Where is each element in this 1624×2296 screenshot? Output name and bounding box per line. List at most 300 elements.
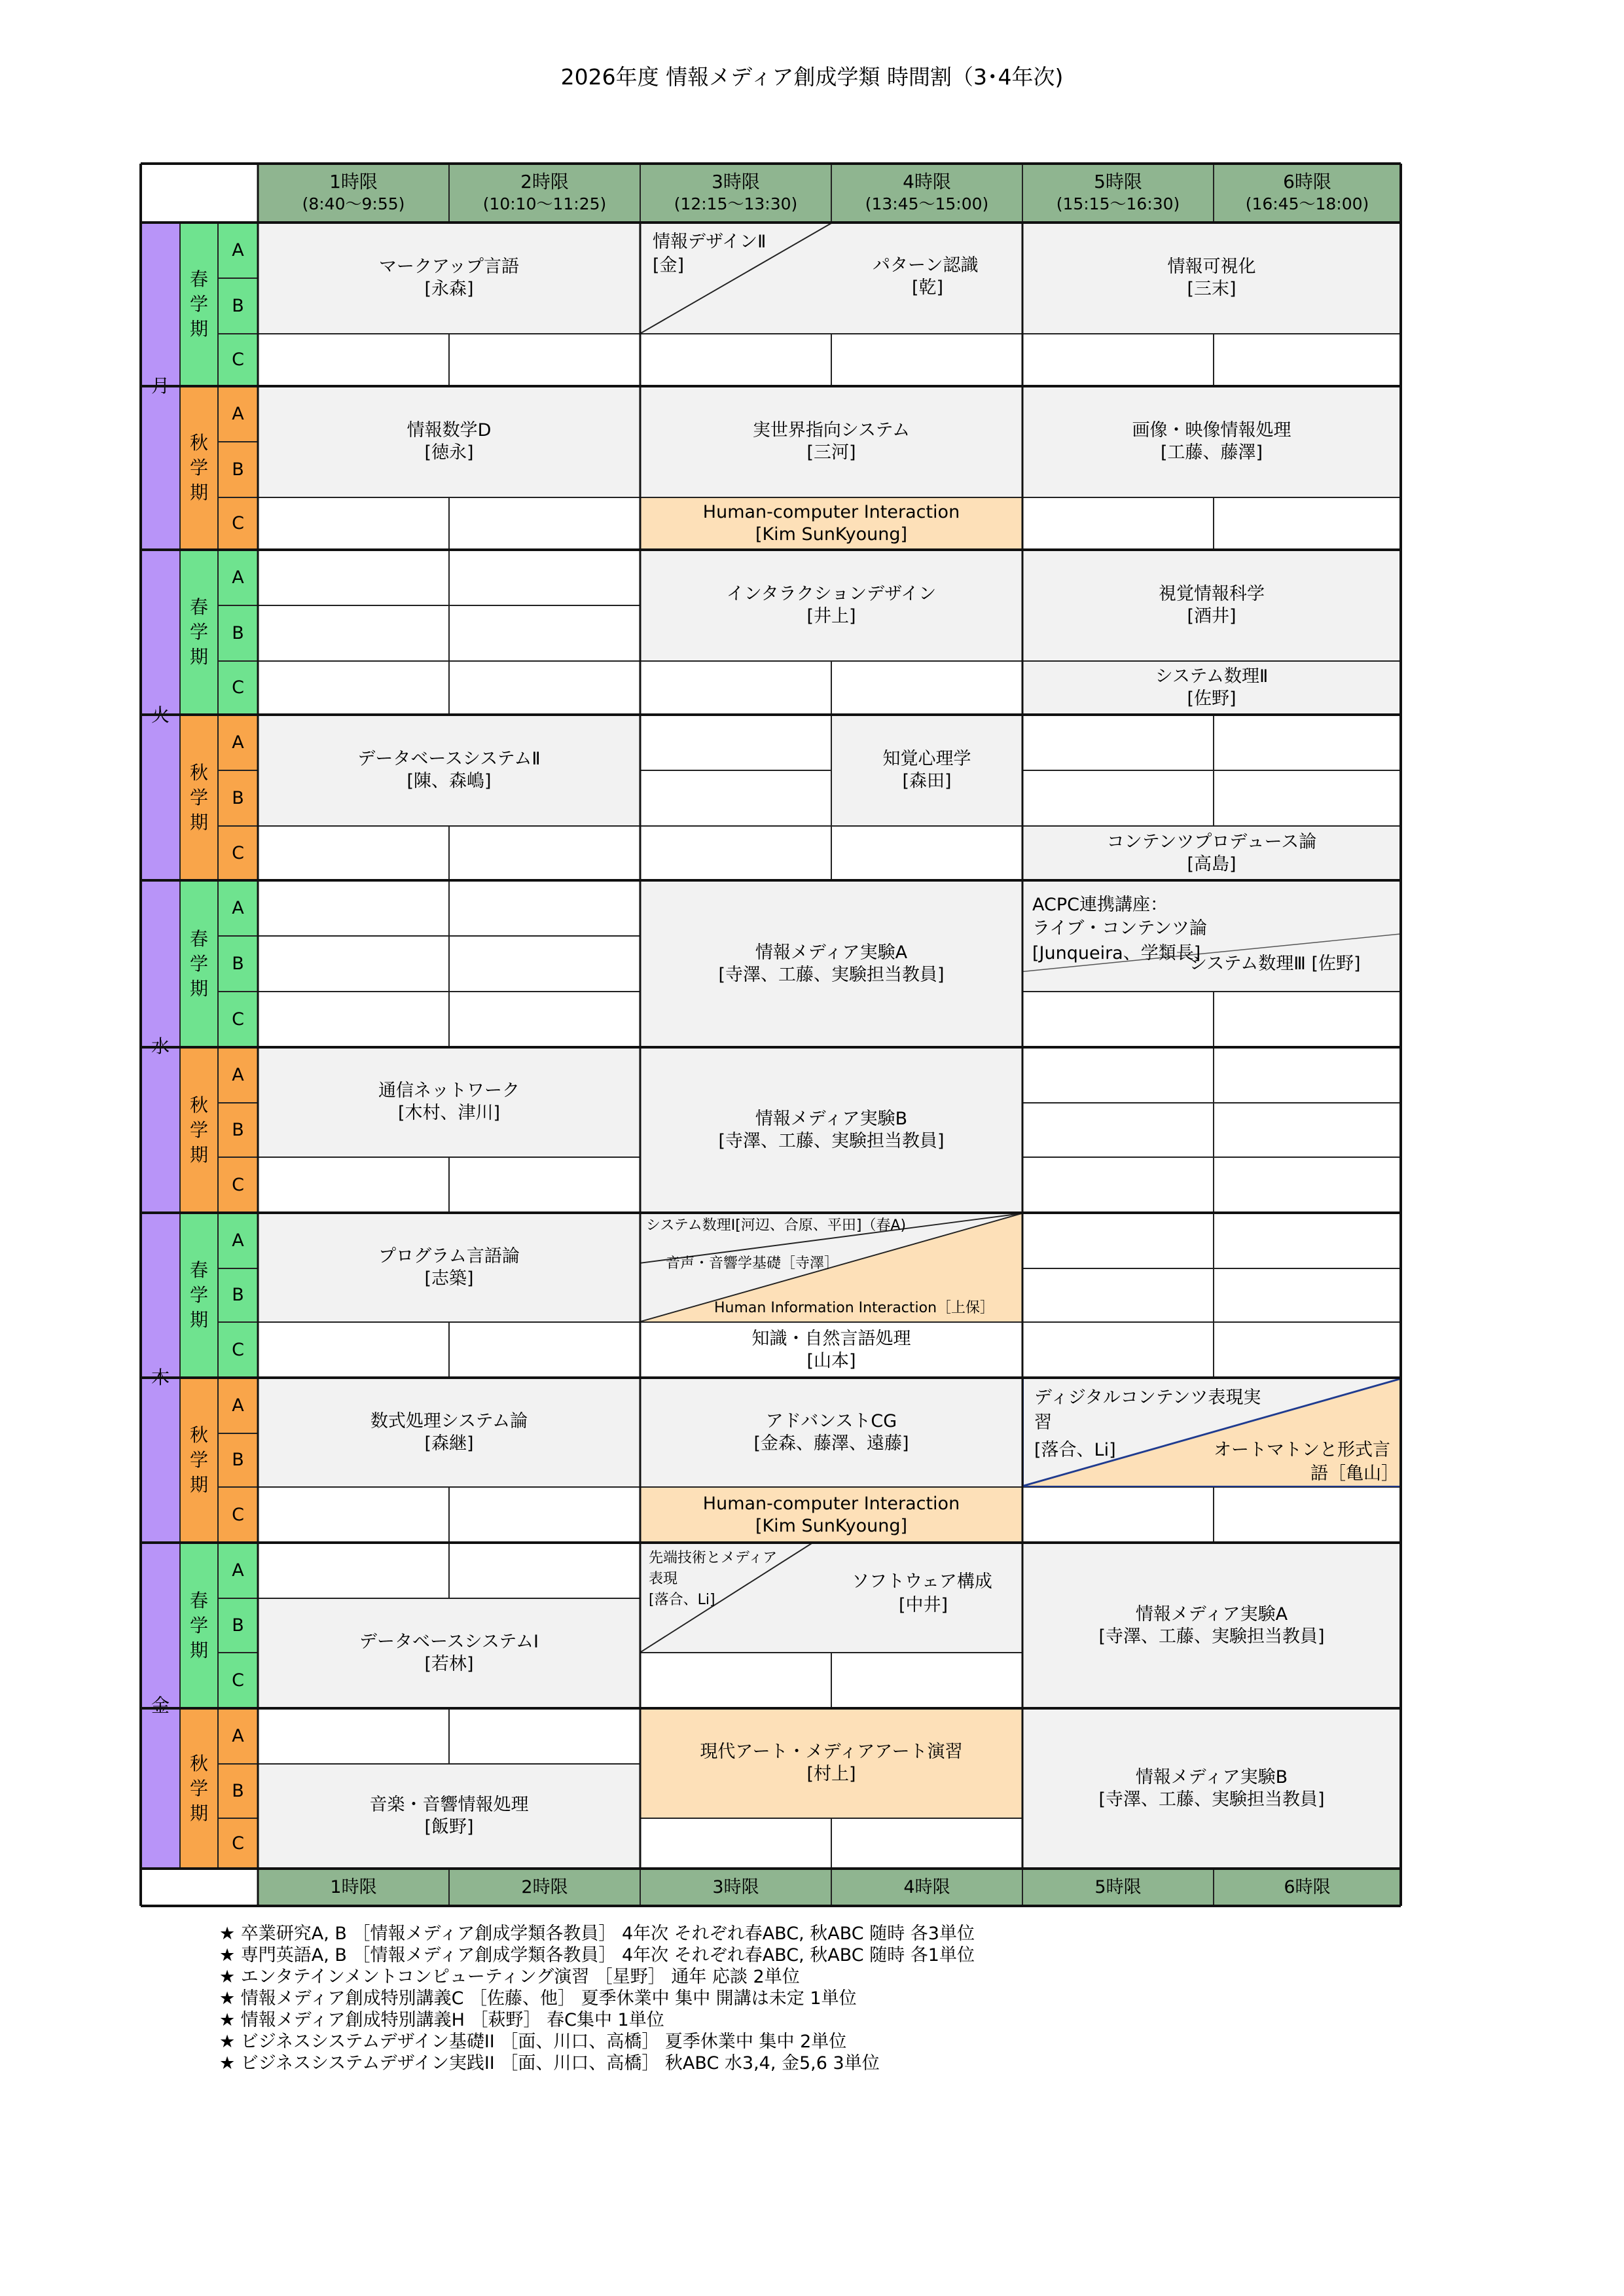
- module-label: [218, 605, 258, 661]
- day-name: 水: [151, 1035, 170, 1057]
- course-instructor: [森継]: [424, 1433, 474, 1454]
- period-label: 6時限: [1284, 1876, 1331, 1897]
- semester-char: 春: [189, 1259, 208, 1281]
- period-header: [258, 164, 449, 223]
- module-name: B: [232, 1780, 244, 1801]
- period-label: 3時限: [712, 1876, 759, 1897]
- course-name: 情報メディア実験B: [1135, 1767, 1288, 1787]
- course-cell: [640, 497, 1022, 550]
- course-name: 画像・映像情報処理: [1132, 420, 1291, 440]
- module-name: B: [232, 1615, 244, 1636]
- empty-slot: [258, 334, 449, 386]
- day-label: [141, 1213, 180, 1543]
- course-name: パターン認識: [873, 255, 979, 276]
- course-instructor: [寺澤、工藤、実験担当教員]: [718, 964, 945, 985]
- course-instructor: [徳永]: [424, 442, 474, 463]
- course-name: 通信ネットワーク: [378, 1081, 520, 1101]
- module-label: [218, 1598, 258, 1653]
- empty-slot: [1022, 1268, 1214, 1322]
- course-instructor: [三末]: [1187, 279, 1236, 299]
- semester-char: 春: [189, 1589, 208, 1611]
- semester-label: [180, 550, 218, 715]
- course-name: Human-computer Interaction: [702, 1493, 960, 1514]
- period-footer: [640, 1869, 831, 1906]
- semester-label: [180, 1543, 218, 1708]
- empty-slot: [1022, 1047, 1214, 1103]
- course-instructor: [村上]: [806, 1764, 856, 1784]
- course-name: Human-computer Interaction: [702, 502, 960, 522]
- course-cell: [258, 223, 640, 334]
- period-label: 1時限: [329, 171, 378, 192]
- empty-slot: [831, 1653, 1022, 1708]
- period-label: 2時限: [520, 171, 569, 192]
- course-name: データベースシステムI: [359, 1632, 539, 1652]
- course-instructor: [工藤、藤澤]: [1160, 442, 1263, 463]
- empty-slot: [258, 880, 449, 936]
- course-instructor: [佐野]: [1187, 689, 1236, 709]
- module-name: B: [232, 1119, 244, 1140]
- empty-slot: [640, 1818, 831, 1869]
- course-cell-split: [640, 1543, 1022, 1653]
- module-name: C: [232, 1670, 244, 1691]
- period-label: 5時限: [1094, 1876, 1142, 1897]
- module-label: [218, 715, 258, 770]
- semester-char: 秋: [189, 1424, 208, 1446]
- course-name: アドバンストCG: [765, 1410, 897, 1431]
- course-cell: [640, 1322, 1022, 1378]
- period-time: (15:15～16:30): [1056, 194, 1180, 213]
- empty-slot: [449, 826, 640, 880]
- module-label: [218, 1433, 258, 1487]
- course-cell: [258, 1598, 640, 1708]
- note-line: ★ 情報メディア創成特別講義H ［萩野］ 春C集中 1単位: [219, 2010, 664, 2030]
- semester-char: 期: [189, 1639, 208, 1661]
- module-label: [218, 1764, 258, 1818]
- course-name: 情報メディア実験A: [1135, 1604, 1288, 1624]
- course-cell: [258, 1378, 640, 1487]
- course-instructor: [志築]: [424, 1268, 474, 1289]
- semester-char: 期: [189, 318, 208, 340]
- module-label: [218, 992, 258, 1047]
- course-name: オートマトンと形式言: [1214, 1440, 1390, 1460]
- empty-slot: [1022, 992, 1214, 1047]
- empty-slot: [640, 334, 831, 386]
- course-name: システム数理Ⅱ: [1155, 666, 1269, 687]
- course-name: 先端技術とメディア: [649, 1550, 778, 1566]
- period-header: [640, 164, 831, 223]
- course-cell: [1022, 1543, 1401, 1708]
- empty-slot: [1022, 497, 1214, 550]
- course-name: 表現: [649, 1571, 678, 1587]
- semester-label: [180, 1047, 218, 1213]
- note-line: ★ エンタテインメントコンピューティング演習 ［星野］ 通年 応談 2単位: [219, 1967, 800, 1987]
- semester-label: [180, 880, 218, 1047]
- module-label: [218, 1818, 258, 1869]
- course-instructor: [Kim SunKyoung]: [755, 1515, 908, 1536]
- empty-slot: [449, 936, 640, 992]
- empty-slot: [258, 936, 449, 992]
- course-cell-split: [640, 1213, 1022, 1322]
- module-name: C: [232, 350, 244, 370]
- course-cell: [258, 1764, 640, 1869]
- empty-slot: [1022, 1487, 1214, 1543]
- course-name: ディジタルコンテンツ表現実: [1034, 1388, 1261, 1408]
- course-cell: [640, 386, 1022, 497]
- course-instructor: [寺澤、工藤、実験担当教員]: [1098, 1626, 1325, 1647]
- empty-slot: [449, 661, 640, 715]
- course-name: 音声・音響学基礎［寺澤］: [666, 1255, 839, 1272]
- course-name: 知識・自然言語処理: [751, 1328, 911, 1349]
- period-time: (10:10～11:25): [482, 194, 607, 213]
- empty-slot: [258, 1157, 449, 1213]
- empty-slot: [1022, 715, 1214, 770]
- module-name: C: [232, 1504, 244, 1525]
- module-name: A: [232, 567, 244, 588]
- notes: [219, 1923, 975, 2074]
- semester-char: 学: [189, 1614, 208, 1636]
- semester-label: [180, 386, 218, 550]
- course-instructor: [乾]: [912, 278, 944, 298]
- module-name: B: [232, 622, 244, 643]
- empty-slot: [449, 1157, 640, 1213]
- note-line: ★ 卒業研究A, B ［情報メディア創成学類各教員］ 4年次 それぞれ春ABC, 秋ABC 随時 各3単位: [219, 1924, 975, 1944]
- course-cell-split: [1022, 880, 1401, 992]
- module-name: A: [232, 1395, 244, 1416]
- day-name: 木: [151, 1367, 170, 1388]
- course-name: プログラム言語論: [378, 1246, 520, 1266]
- period-time: (8:40～9:55): [302, 194, 405, 213]
- period-header: [1022, 164, 1214, 223]
- module-name: C: [232, 1339, 244, 1360]
- semester-char: 春: [189, 927, 208, 950]
- empty-slot: [449, 497, 640, 550]
- module-name: A: [232, 732, 244, 753]
- period-header: [449, 164, 640, 223]
- semester-char: 秋: [189, 1752, 208, 1774]
- course-cell: [1022, 826, 1401, 880]
- semester-char: 学: [189, 293, 208, 315]
- course-cell: [1022, 550, 1401, 661]
- course-name: 音楽・音響情報処理: [369, 1795, 529, 1815]
- module-label: [218, 1157, 258, 1213]
- semester-label: [180, 1378, 218, 1543]
- module-name: C: [232, 677, 244, 698]
- module-label: [218, 1487, 258, 1543]
- module-label: [218, 1378, 258, 1433]
- module-label: [218, 1653, 258, 1708]
- module-name: C: [232, 842, 244, 863]
- course-cell: [1022, 386, 1401, 497]
- course-name: 情報デザインⅡ: [653, 232, 767, 252]
- course-cell: [258, 1213, 640, 1322]
- module-name: A: [232, 1064, 244, 1085]
- empty-slot: [640, 770, 831, 826]
- course-cell: [258, 386, 640, 497]
- semester-char: 期: [189, 1474, 208, 1496]
- course-instructor: [木村、津川]: [397, 1103, 501, 1123]
- module-name: A: [232, 1725, 244, 1746]
- period-footer: [1022, 1869, 1214, 1906]
- course-instructor: [山本]: [806, 1350, 856, 1371]
- semester-char: 期: [189, 811, 208, 833]
- empty-slot: [449, 1487, 640, 1543]
- course-name: 情報メディア実験B: [755, 1108, 908, 1129]
- course-cell: [1022, 223, 1401, 334]
- module-name: A: [232, 1560, 244, 1581]
- empty-slot: [1022, 770, 1214, 826]
- course-name: コンテンツプロデュース論: [1106, 831, 1317, 852]
- period-label: 5時限: [1094, 171, 1142, 192]
- course-cell: [640, 1487, 1022, 1543]
- period-label: 3時限: [712, 171, 760, 192]
- day-label: [141, 880, 180, 1213]
- empty-slot: [258, 1487, 449, 1543]
- course-cell: [640, 550, 1022, 661]
- period-footer: [258, 1869, 449, 1906]
- empty-slot: [449, 992, 640, 1047]
- module-label: [218, 936, 258, 992]
- module-label: [218, 1543, 258, 1598]
- semester-char: 学: [189, 457, 208, 478]
- semester-char: 期: [189, 977, 208, 999]
- empty-slot: [258, 550, 449, 605]
- empty-slot: [1214, 497, 1401, 550]
- period-time: (13:45～15:00): [865, 194, 989, 213]
- course-name: データベースシステムⅡ: [357, 749, 541, 769]
- semester-char: 学: [189, 1449, 208, 1471]
- course-cell: [258, 1047, 640, 1157]
- course-cell: [640, 880, 1022, 1047]
- semester-char: 学: [189, 1777, 208, 1799]
- module-name: B: [232, 953, 244, 974]
- empty-slot: [1214, 334, 1401, 386]
- module-name: A: [232, 897, 244, 918]
- course-name: 情報可視化: [1167, 257, 1256, 277]
- course-instructor: [井上]: [806, 606, 856, 626]
- empty-slot: [1022, 1322, 1214, 1378]
- empty-slot: [1214, 1103, 1401, 1157]
- empty-slot: [1214, 715, 1401, 770]
- semester-char: 期: [189, 482, 208, 503]
- semester-char: 春: [189, 268, 208, 290]
- course-name: マークアップ言語: [378, 257, 520, 277]
- module-name: B: [232, 459, 244, 480]
- course-name: ソフトウェア構成: [852, 1571, 992, 1592]
- empty-slot: [640, 715, 831, 770]
- period-label: 6時限: [1283, 171, 1331, 192]
- empty-slot: [1214, 1047, 1401, 1103]
- note-line: ★ ビジネスシステムデザイン実践II ［面、川口、高橋］ 秋ABC 水3,4, 金5,6 3単位: [219, 2053, 880, 2073]
- footer-corner: [141, 1869, 258, 1906]
- course-name: 情報メディア実験A: [755, 942, 908, 963]
- empty-slot: [449, 605, 640, 661]
- module-label: [218, 1213, 258, 1268]
- day-label: [141, 1543, 180, 1869]
- course-instructor: [陳、森嶋]: [406, 771, 492, 791]
- empty-slot: [258, 1708, 449, 1764]
- module-label: [218, 1103, 258, 1157]
- module-name: B: [232, 1450, 244, 1470]
- empty-slot: [258, 661, 449, 715]
- day-name: 月: [151, 375, 170, 397]
- empty-slot: [640, 1653, 831, 1708]
- semester-label: [180, 1708, 218, 1869]
- course-instructor: [飯野]: [424, 1817, 474, 1837]
- empty-slot: [449, 334, 640, 386]
- empty-slot: [640, 661, 831, 715]
- module-label: [218, 1322, 258, 1378]
- empty-slot: [258, 497, 449, 550]
- module-label: [218, 1047, 258, 1103]
- module-label: [218, 442, 258, 497]
- period-time: (12:15～13:30): [674, 194, 798, 213]
- empty-slot: [1214, 770, 1401, 826]
- module-name: C: [232, 1009, 244, 1030]
- course-instructor: [森田]: [902, 771, 952, 791]
- period-footer: [831, 1869, 1022, 1906]
- course-instructor: [三河]: [806, 442, 856, 463]
- semester-char: 学: [189, 621, 208, 643]
- course-instructor: [高島]: [1187, 853, 1236, 874]
- module-label: [218, 880, 258, 936]
- course-name: 情報数学D: [406, 420, 492, 440]
- module-name: A: [232, 1230, 244, 1251]
- empty-slot: [1022, 1213, 1214, 1268]
- module-name: C: [232, 1833, 244, 1854]
- period-label: 1時限: [330, 1876, 377, 1897]
- module-label: [218, 278, 258, 334]
- course-cell: [640, 1378, 1022, 1487]
- period-footer: [1214, 1869, 1401, 1906]
- module-label: [218, 550, 258, 605]
- module-name: A: [232, 240, 244, 260]
- course-cell: [831, 715, 1022, 826]
- semester-char: 学: [189, 786, 208, 808]
- course-instructor: [落合、Li]: [649, 1592, 715, 1608]
- empty-slot: [1214, 1268, 1401, 1322]
- day-label: [141, 223, 180, 550]
- semester-char: 秋: [189, 1094, 208, 1116]
- course-instructor: [寺澤、工藤、実験担当教員]: [1098, 1789, 1325, 1810]
- module-name: A: [232, 403, 244, 424]
- module-name: C: [232, 1174, 244, 1195]
- course-instructor: [金森、藤澤、遠藤]: [753, 1433, 909, 1454]
- course-cell-split: [1022, 1378, 1401, 1487]
- semester-label: [180, 1213, 218, 1378]
- empty-slot: [1214, 1487, 1401, 1543]
- empty-slot: [831, 334, 1022, 386]
- module-name: C: [232, 513, 244, 533]
- semester-char: 期: [189, 646, 208, 668]
- course-instructor: [永森]: [424, 279, 474, 299]
- course-instructor: [金]: [653, 255, 685, 276]
- empty-slot: [449, 1322, 640, 1378]
- course-instructor: [中井]: [899, 1595, 948, 1615]
- course-name: 実世界指向システム: [752, 420, 911, 440]
- empty-slot: [258, 1322, 449, 1378]
- course-name: Human Information Interaction［上保］: [714, 1300, 995, 1316]
- empty-slot: [1022, 1103, 1214, 1157]
- day-name: 金: [151, 1695, 170, 1716]
- module-label: [218, 1708, 258, 1764]
- empty-slot: [1214, 1322, 1401, 1378]
- empty-slot: [831, 826, 1022, 880]
- module-label: [218, 1268, 258, 1322]
- empty-slot: [258, 1543, 449, 1598]
- semester-char: 学: [189, 952, 208, 975]
- semester-char: 学: [189, 1119, 208, 1141]
- page-title: 2026年度 情報メディア創成学類 時間割（3･4年次): [560, 64, 1064, 90]
- course-instructor: [落合、Li]: [1034, 1440, 1116, 1460]
- empty-slot: [1022, 1157, 1214, 1213]
- semester-char: 期: [189, 1143, 208, 1166]
- course-name: 視覚情報科学: [1159, 584, 1265, 604]
- timetable: [141, 164, 1401, 1906]
- note-line: ★ ビジネスシステムデザイン基礎II ［面、川口、高橋］ 夏季休業中 集中 2単位: [219, 2032, 847, 2052]
- empty-slot: [831, 1818, 1022, 1869]
- period-label: 4時限: [903, 171, 951, 192]
- semester-char: 秋: [189, 432, 208, 454]
- period-header: [831, 164, 1022, 223]
- note-line: ★ 専門英語A, B ［情報メディア創成学類各教員］ 4年次 それぞれ春ABC, 秋ABC 随時 各1単位: [219, 1945, 975, 1965]
- course-cell: [1022, 661, 1401, 715]
- module-label: [218, 661, 258, 715]
- empty-slot: [1214, 1157, 1401, 1213]
- period-time: (16:45～18:00): [1245, 194, 1369, 213]
- day-name: 火: [151, 704, 170, 726]
- semester-label: [180, 715, 218, 880]
- module-label: [218, 334, 258, 386]
- module-name: B: [232, 295, 244, 316]
- day-label: [141, 550, 180, 880]
- empty-slot: [258, 605, 449, 661]
- course-name: 知覚心理学: [882, 749, 971, 769]
- course-name: 習: [1034, 1412, 1052, 1433]
- module-name: B: [232, 1285, 244, 1305]
- empty-slot: [449, 880, 640, 936]
- course-instructor: [酒井]: [1187, 606, 1236, 626]
- semester-char: 春: [189, 596, 208, 618]
- semester-label: [180, 223, 218, 386]
- empty-slot: [258, 826, 449, 880]
- corner-cell: [141, 164, 258, 223]
- course-name: 数式処理システム論: [370, 1410, 528, 1431]
- period-footer: [449, 1869, 640, 1906]
- course-cell: [640, 1047, 1022, 1213]
- course-instructor: [Junqueira、学類長]: [1032, 943, 1201, 963]
- module-name: B: [232, 787, 244, 808]
- module-label: [218, 223, 258, 278]
- course-cell: [640, 1708, 1022, 1818]
- empty-slot: [1214, 992, 1401, 1047]
- semester-char: 学: [189, 1284, 208, 1306]
- period-label: 4時限: [903, 1876, 950, 1897]
- empty-slot: [449, 550, 640, 605]
- module-label: [218, 497, 258, 550]
- course-instructor: [Kim SunKyoung]: [755, 524, 908, 545]
- empty-slot: [1214, 1213, 1401, 1268]
- note-line: ★ 情報メディア創成特別講義C ［佐藤、他］ 夏季休業中 集中 開講は未定 1単位: [219, 1988, 857, 2009]
- period-label: 2時限: [521, 1876, 568, 1897]
- module-label: [218, 826, 258, 880]
- course-name: 現代アート・メディアアート演習: [700, 1742, 963, 1762]
- empty-slot: [449, 1708, 640, 1764]
- empty-slot: [640, 826, 831, 880]
- module-label: [218, 770, 258, 826]
- course-name: システム数理Ⅰ[河辺、合原、平田]（春A): [646, 1217, 907, 1234]
- semester-char: 秋: [189, 761, 208, 783]
- course-name: ライブ・コンテンツ論: [1032, 918, 1208, 939]
